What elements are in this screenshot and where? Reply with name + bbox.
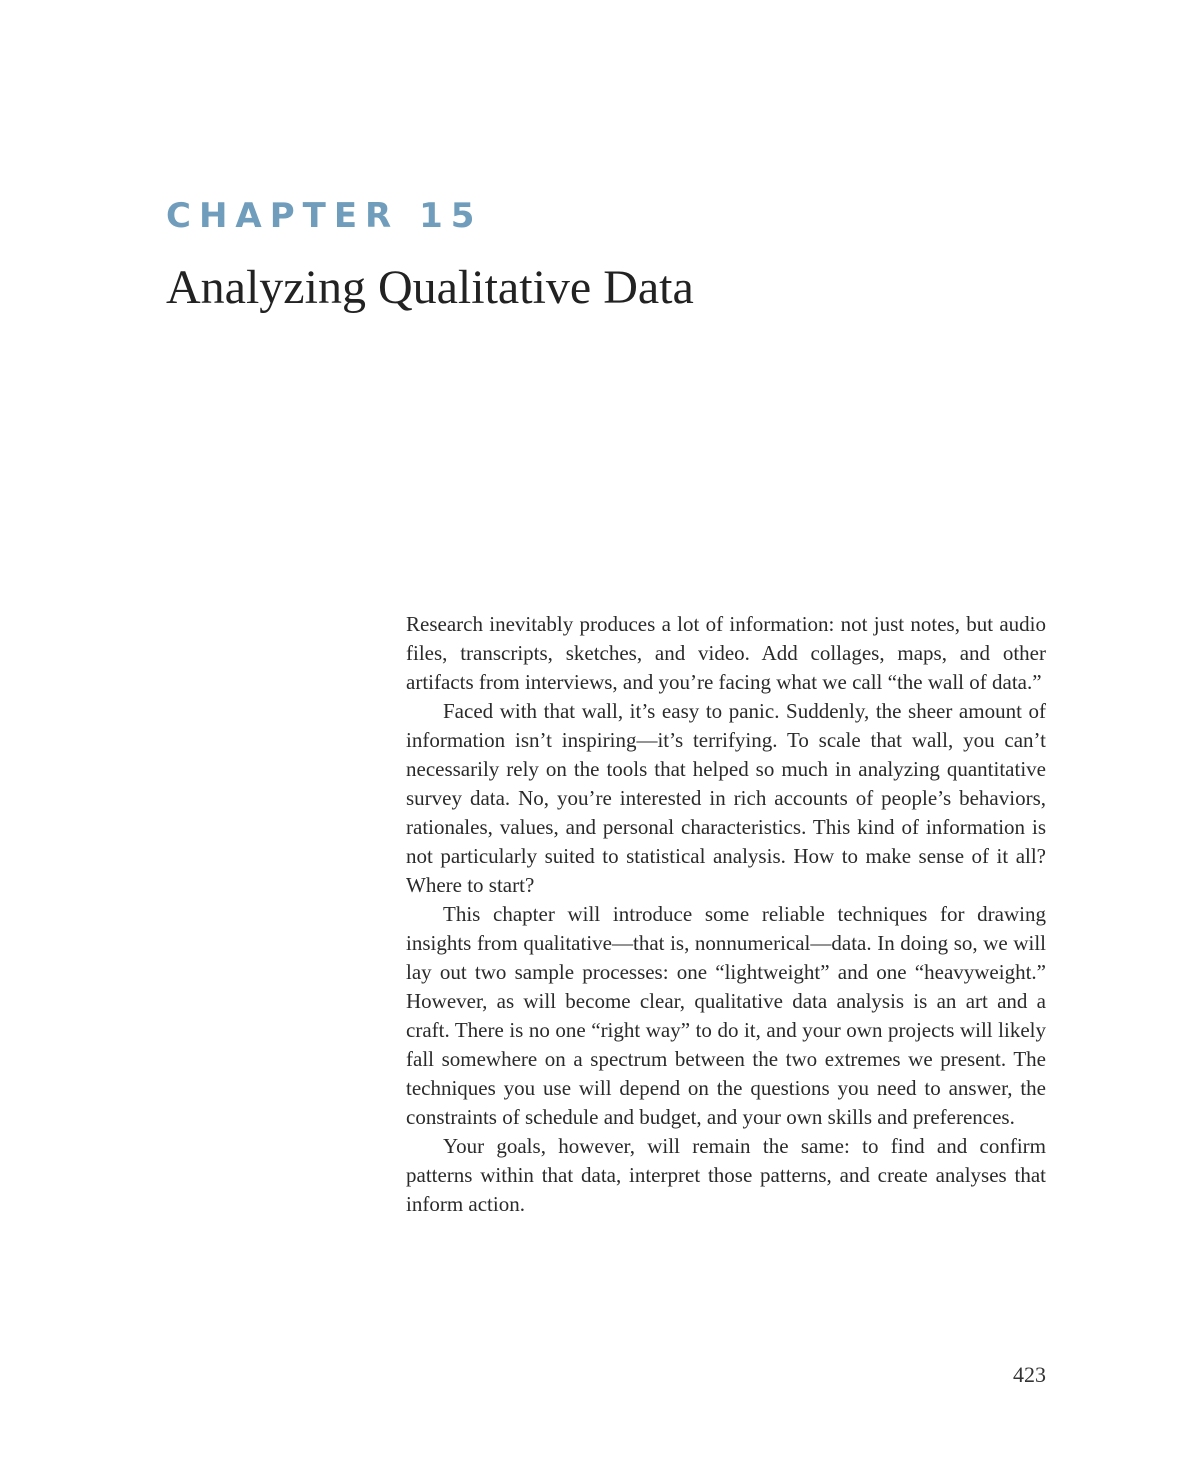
- page-number: 423: [1013, 1362, 1046, 1387]
- chapter-label: CHAPTER 15: [166, 196, 483, 236]
- paragraph-1: Research inevitably produces a lot of information: not just notes, but audio files, transcripts, sketches, and video. Add collages, maps, and other artifacts from interviews, and you’re facing what we call “the wall of data.”: [406, 612, 1046, 694]
- paragraph-4: Your goals, however, will remain the same: to find and confirm patterns within that data, interpret those patterns, and create analyses that inform action.: [406, 1134, 1046, 1216]
- chapter-title: Analyzing Qualitative Data: [166, 261, 694, 314]
- body-text: [406, 610, 1046, 1219]
- paragraph-2: Faced with that wall, it’s easy to panic. Suddenly, the sheer amount of information isn’t inspiring—it’s terrifying. To scale that wall, you can’t necessarily rely on the tools that helped so much in analyzing quantitative survey data. No, you’re interested in rich accounts of people’s behaviors, rationales, values, and personal characteristics. This kind of information is not particularly suited to statistical analysis. How to make sense of it all? Where to start?: [406, 699, 1046, 897]
- paragraph-3: This chapter will introduce some reliable techniques for drawing insights from qualitative—that is, nonnumerical—data. In doing so, we will lay out two sample processes: one “lightweight” and one “heavyweight.” However, as will become clear, qualitative data analysis is an art and a craft. There is no one “right way” to do it, and your own projects will likely fall somewhere on a spectrum between the two extremes we present. The techniques you use will depend on the questions you need to answer, the constraints of schedule and budget, and your own skills and preferences.: [406, 902, 1046, 1129]
